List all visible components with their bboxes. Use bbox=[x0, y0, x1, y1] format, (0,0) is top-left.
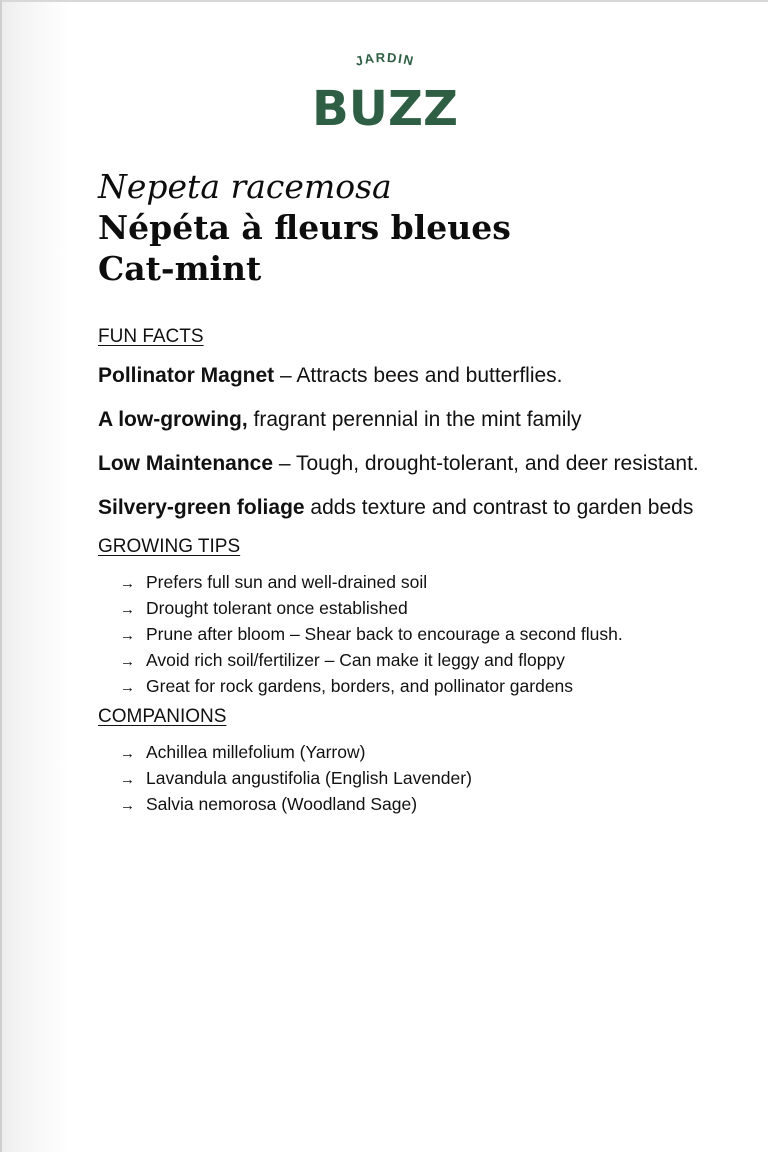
fact-bold: Low Maintenance bbox=[98, 452, 274, 475]
list-item bbox=[120, 674, 708, 700]
list-item bbox=[120, 766, 708, 792]
tip-text: Avoid rich soil/fertilizer – Can make it leggy and floppy bbox=[146, 650, 565, 670]
tip-text: Great for rock gardens, borders, and pollinator gardens bbox=[146, 676, 574, 696]
tip-text: Prune after bloom – Shear back to encourage a second flush. bbox=[146, 624, 623, 644]
page-edge bbox=[0, 0, 768, 2]
fact-bold: A low-growing, bbox=[98, 408, 248, 431]
logo-top-word: JARDIN bbox=[353, 49, 417, 69]
arrow-icon: → bbox=[120, 771, 135, 788]
companion-text: Achillea millefolium (Yarrow) bbox=[146, 742, 366, 762]
companion-text: Salvia nemorosa (Woodland Sage) bbox=[146, 794, 418, 814]
logo-main-word: BUZZ bbox=[312, 81, 458, 130]
latin-name: Nepeta racemosa bbox=[98, 167, 392, 206]
list-item bbox=[120, 648, 708, 674]
fact-text: – Tough, drought-tolerant, and deer resistant. bbox=[273, 452, 699, 475]
companions-list bbox=[98, 740, 708, 818]
arrow-icon: → bbox=[120, 745, 135, 762]
list-item bbox=[120, 570, 708, 596]
arrow-icon: → bbox=[120, 797, 135, 814]
growing-tips-list bbox=[98, 570, 708, 700]
english-name: Cat-mint bbox=[98, 249, 262, 288]
companion-text: Lavandula angustifolia (English Lavender) bbox=[146, 768, 472, 788]
page-edge bbox=[0, 0, 2, 1152]
arrow-icon: → bbox=[120, 679, 135, 696]
fact-bold: Silvery-green foliage bbox=[98, 496, 305, 519]
fact-item bbox=[98, 448, 708, 480]
arrow-icon: → bbox=[120, 627, 135, 644]
list-item bbox=[120, 622, 708, 648]
growing-tips-heading: GROWING TIPS bbox=[98, 536, 241, 557]
jardin-buzz-logo bbox=[305, 48, 465, 130]
plant-names bbox=[98, 166, 718, 289]
list-item bbox=[120, 740, 708, 766]
fun-facts-heading: FUN FACTS bbox=[98, 326, 204, 347]
content bbox=[98, 326, 708, 818]
list-item bbox=[120, 596, 708, 622]
fact-text: – Attracts bees and butterflies. bbox=[274, 364, 563, 387]
fact-text: adds texture and contrast to garden beds bbox=[304, 496, 694, 519]
page-shadow bbox=[0, 0, 70, 1152]
fact-bold: Pollinator Magnet bbox=[98, 364, 275, 387]
tip-text: Prefers full sun and well-drained soil bbox=[146, 572, 428, 592]
fact-item bbox=[98, 492, 708, 524]
fact-item bbox=[98, 404, 708, 436]
tip-text: Drought tolerant once established bbox=[146, 598, 408, 618]
arrow-icon: → bbox=[120, 601, 135, 618]
arrow-icon: → bbox=[120, 653, 135, 670]
fact-text: fragrant perennial in the mint family bbox=[247, 408, 582, 431]
arrow-icon: → bbox=[120, 575, 135, 592]
french-name: Népéta à fleurs bleues bbox=[98, 208, 511, 247]
list-item bbox=[120, 792, 708, 818]
fact-item bbox=[98, 360, 708, 392]
companions-heading: COMPANIONS bbox=[98, 706, 227, 727]
